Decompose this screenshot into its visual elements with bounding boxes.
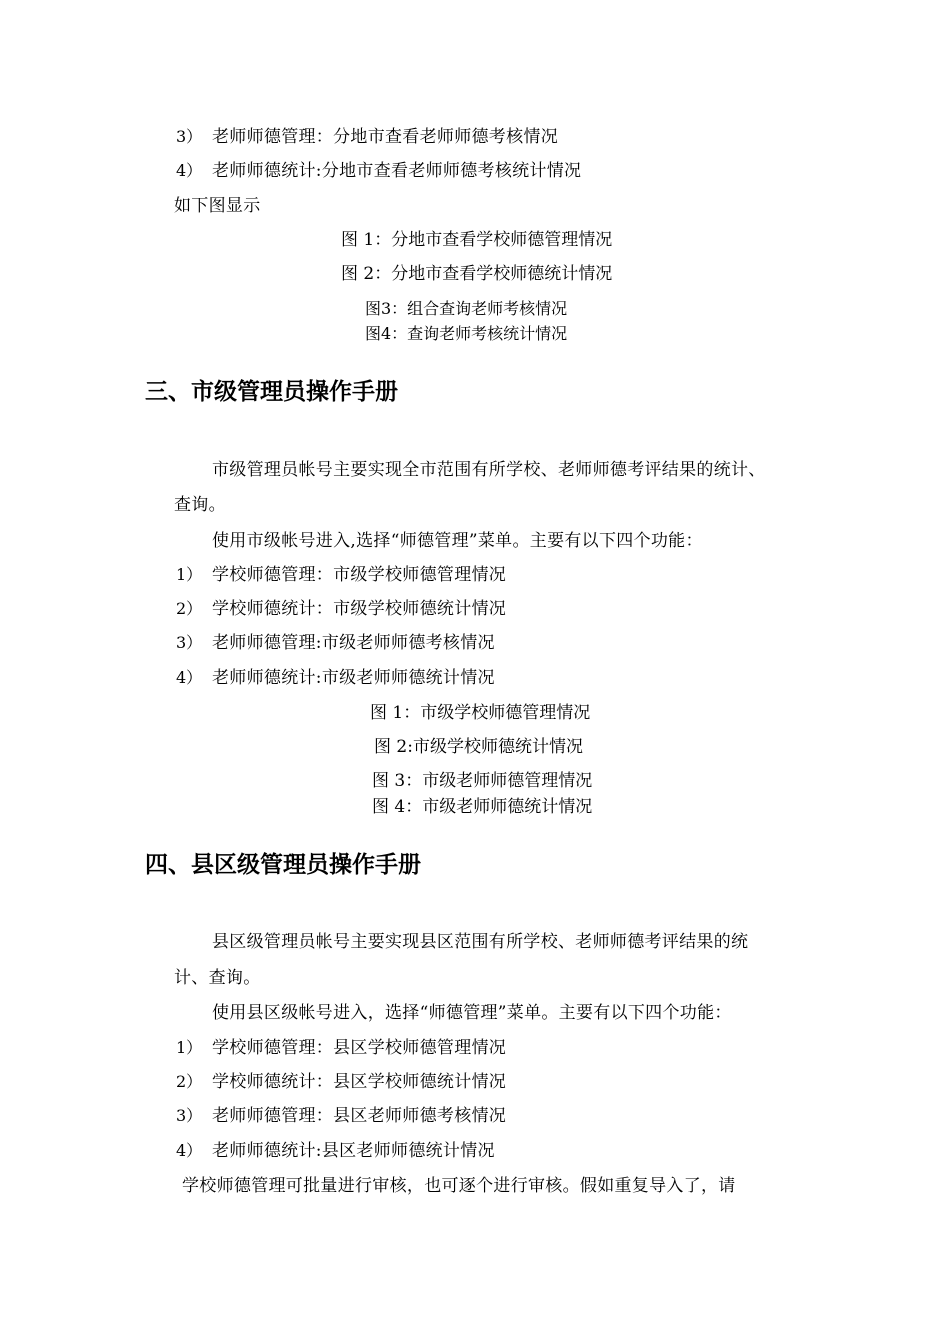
figure-caption: 图 2:市级学校师德统计情况 xyxy=(374,737,583,757)
list-item: 老师师德管理：县区老师师德考核情况 xyxy=(212,1106,507,1126)
list-number: 3） xyxy=(176,633,203,652)
list-item: 学校师德管理：市级学校师德管理情况 xyxy=(212,565,507,585)
intro-text: 如下图显示 xyxy=(174,196,261,216)
list-item: 老师师德管理：分地市查看老师师德考核情况 xyxy=(212,127,558,147)
list-item: 学校师德管理：县区学校师德管理情况 xyxy=(212,1038,507,1058)
list-number: 4） xyxy=(176,1141,203,1160)
paragraph-line: 市级管理员帐号主要实现全市范围有所学校、老师师德考评结果的统计、 xyxy=(212,460,766,480)
figure-caption: 图 1：分地市查看学校师德管理情况 xyxy=(341,230,613,250)
list-number: 4） xyxy=(176,668,203,687)
figure-caption: 图3：组合查询老师考核情况 xyxy=(365,299,568,318)
figure-caption: 图 3：市级老师师德管理情况 xyxy=(372,771,593,791)
list-item: 学校师德统计：县区学校师德统计情况 xyxy=(212,1072,507,1092)
paragraph: 使用市级帐号进入,选择“师德管理”菜单。主要有以下四个功能： xyxy=(212,531,703,551)
list-item: 老师师德统计:市级老师师德统计情况 xyxy=(212,668,495,688)
section-heading: 三、市级管理员操作手册 xyxy=(145,379,398,405)
figure-caption: 图4：查询老师考核统计情况 xyxy=(365,324,568,343)
list-number: 2） xyxy=(176,1072,203,1091)
list-item: 老师师德统计:分地市查看老师师德考核统计情况 xyxy=(212,161,582,181)
list-number: 4） xyxy=(176,161,203,180)
paragraph-line: 县区级管理员帐号主要实现县区范围有所学校、老师师德考评结果的统 xyxy=(212,932,749,952)
paragraph: 学校师德管理可批量进行审核，也可逐个进行审核。假如重复导入了，请 xyxy=(182,1176,736,1196)
figure-caption: 图 2：分地市查看学校师德统计情况 xyxy=(341,264,613,284)
figure-caption: 图 1：市级学校师德管理情况 xyxy=(370,703,591,723)
figure-caption: 图 4：市级老师师德统计情况 xyxy=(372,797,593,817)
paragraph-line: 计、查询。 xyxy=(174,968,261,988)
list-number: 3） xyxy=(176,127,203,146)
list-number: 2） xyxy=(176,599,203,618)
section-heading: 四、县区级管理员操作手册 xyxy=(145,852,421,878)
list-item: 老师师德管理:市级老师师德考核情况 xyxy=(212,633,495,653)
list-number: 1） xyxy=(176,1038,203,1057)
list-item: 学校师德统计：市级学校师德统计情况 xyxy=(212,599,507,619)
list-number: 1） xyxy=(176,565,203,584)
paragraph: 使用县区级帐号进入，选择“师德管理”菜单。主要有以下四个功能： xyxy=(212,1003,732,1023)
list-item: 老师师德统计:县区老师师德统计情况 xyxy=(212,1141,495,1161)
paragraph-line: 查询。 xyxy=(174,495,226,515)
list-number: 3） xyxy=(176,1106,203,1125)
